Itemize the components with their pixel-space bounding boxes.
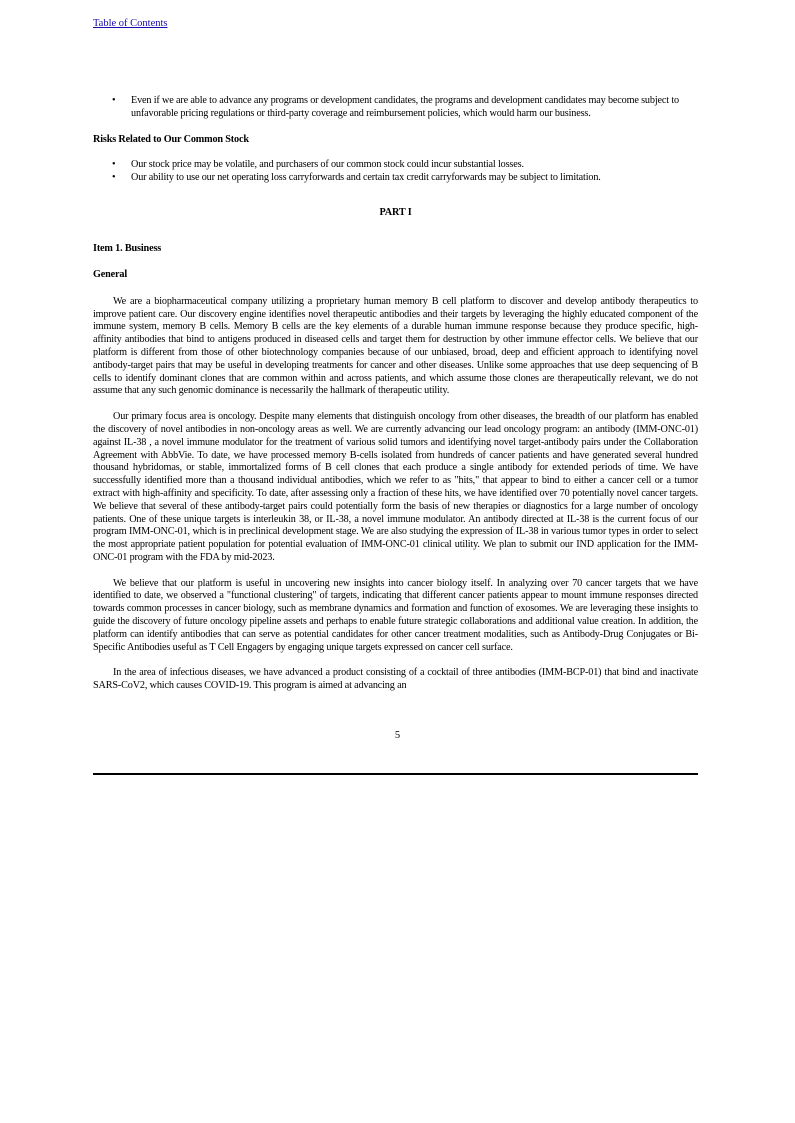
page-number: 5 [394, 730, 401, 741]
item-heading: Item 1. Business [93, 243, 162, 255]
bullet-text: Even if we are able to advance any programs or development candidates, the programs and development candidates may become subject to unfavorable pricing regulations or third-party coverage and reimbursement policies, which would harm our business. [131, 95, 679, 119]
bullet-icon: • [112, 172, 116, 184]
general-heading: General [93, 268, 128, 280]
bullet-icon: • [112, 95, 116, 106]
page-divider [93, 773, 698, 775]
document-body [93, 95, 698, 693]
paragraph: We believe that our platform is useful in uncovering new insights into cancer biology itself. In analyzing over 70 cancer targets that we have identified to date, we observed a "functional clustering" of targets, indicating that different cancer patients appear to mount immune responses directed towards common processes in cancer biology, such as membrane dynamics and formation and function of exosomes. We are leveraging these insights to guide the discovery of future oncology pipeline assets and perhaps to enable future strategic collaborations and additional value creation. In addition, the platform can identify antibodies that can serve as potential candidates for other cancer treatment modalities, such as Antibody-Drug Conjugates or Bi-Specific Antibodies useful as T Cell Engagers by engaging unique targets expressed on cancer cell surface. [93, 577, 698, 653]
bullet-text: Our stock price may be volatile, and purchasers of our common stock could incur substantial losses. [131, 159, 524, 171]
risks-heading: Risks Related to Our Common Stock [93, 133, 249, 145]
paragraph: In the area of infectious diseases, we have advanced a product consisting of a cocktail of three antibodies (IMM-BCP-01) that bind and inactivate SARS-CoV2, which causes COVID-19. This program is aimed at advancing an [93, 667, 698, 692]
list-item [93, 172, 698, 185]
list-item [93, 159, 698, 172]
risks-bullet-list [93, 159, 698, 185]
paragraph: We are a biopharmaceutical company utilizing a proprietary human memory B cell platform to discover and develop antibody therapeutics to improve patient care. Our discovery engine identifies novel therapeutic antibodies and their targets by leveraging the highly educated component of the immune system, memory B cells. Memory B cells are the key elements of a durable human immune response because they produce specific, high-affinity antibodies that bind to antigens produced in diseased cells and target them for destruction by other immune effector cells. We believe that our platform is different from those of other biotechnology companies because of our unbiased, broad, deep and efficient approach to identifying novel antibody-target pairs that may be useful in developing treatments for cancer and other diseases. Unlike some approaches that use deep sequencing of B cells to identify dominant clones that are common within and across patients, and which assume those clones are therapeutically relevant, we do not assume that any such genomic dominance is necessarily the hallmark of therapeutic utility. [93, 295, 698, 397]
table-of-contents-link[interactable]: Table of Contents [93, 18, 168, 29]
list-item [93, 95, 698, 121]
paragraph: Our primary focus area is oncology. Despite many elements that distinguish oncology from other diseases, the breadth of our platform has enabled the discovery of novel antibodies in non-oncology areas as well. We are currently advancing our lead oncology program: an antibody (IMM-ONC-01) against IL-38 , a novel immune modulator for the treatment of various solid tumors and identifying novel target-antibody pairs under the Collaboration Agreement with AbbVie. To date, we have processed memory B-cells isolated from hundreds of cancer patients and have generated several hundred thousand hybridomas, or stable, immortalized forms of B cell clones that each produce a single antibody for extended periods of time. We have successfully identified more than a thousand individual antibodies, which we refer to as "hits," that appear to bind to either a cancer cell or a tumor extract with high-affinity and specificity. To date, after assessing only a fraction of these hits, we have identified over 70 potentially novel cancer targets. We believe that several of these antibody-target pairs could potentially form the basis of new therapies or diagnostics for a large number of oncology patients. One of these unique targets is interleukin 38, or IL-38, a novel immune modulator. An antibody directed at IL-38 is the current focus of our program IMM-ONC-01, which is in preclinical development stage. We are also studying the expression of IL-38 in various tumor types in order to select the most appropriate patient population for potential evaluation of IMM-ONC-01 clinical utility. We plan to submit our IND application for the IMM-ONC-01 program with the FDA by mid-2023. [93, 411, 698, 563]
part-heading: PART I [379, 207, 412, 219]
bullet-icon: • [112, 159, 116, 171]
bullet-text: Our ability to use our net operating loss carryforwards and certain tax credit carryforwards may be subject to limitation. [131, 172, 601, 184]
bullet-list-top [93, 95, 698, 121]
